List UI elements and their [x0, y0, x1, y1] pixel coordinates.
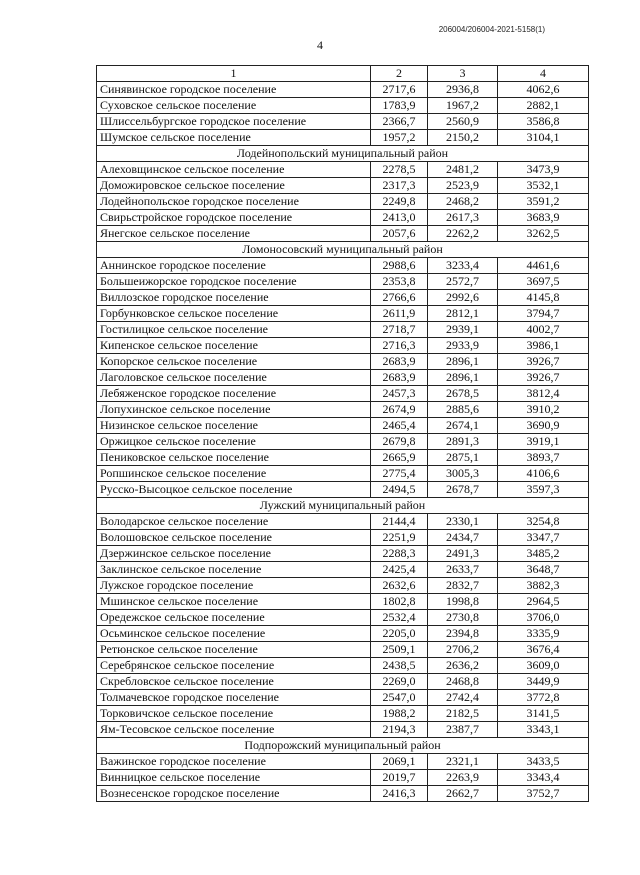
value-col-3: 2875,1	[428, 450, 498, 466]
value-col-4: 3335,9	[498, 626, 589, 642]
table-row	[97, 610, 589, 626]
table-row	[97, 594, 589, 610]
settlement-name: Володарское сельское поселение	[97, 514, 371, 530]
table-row	[97, 402, 589, 418]
value-col-2: 2144,4	[371, 514, 428, 530]
table-row	[97, 194, 589, 210]
section-title: Подпорожский муниципальный район	[97, 738, 589, 754]
value-col-3: 2617,3	[428, 210, 498, 226]
header-col-1: 1	[97, 66, 371, 82]
value-col-2: 2509,1	[371, 642, 428, 658]
table-row	[97, 162, 589, 178]
table-row	[97, 578, 589, 594]
settlement-name: Ям-Тесовское сельское поселение	[97, 722, 371, 738]
value-col-2: 2766,6	[371, 290, 428, 306]
table-row	[97, 770, 589, 786]
value-col-2: 2069,1	[371, 754, 428, 770]
value-col-3: 2387,7	[428, 722, 498, 738]
settlement-name: Доможировское сельское поселение	[97, 178, 371, 194]
value-col-4: 3893,7	[498, 450, 589, 466]
header-col-4: 4	[498, 66, 589, 82]
settlement-name: Аннинское городское поселение	[97, 258, 371, 274]
value-col-4: 3104,1	[498, 130, 589, 146]
value-col-2: 2632,6	[371, 578, 428, 594]
settlement-name: Янегское сельское поселение	[97, 226, 371, 242]
value-col-4: 3473,9	[498, 162, 589, 178]
value-col-3: 2933,9	[428, 338, 498, 354]
table-row	[97, 306, 589, 322]
table-row	[97, 178, 589, 194]
value-col-2: 2465,4	[371, 418, 428, 434]
table-row	[97, 722, 589, 738]
value-col-4: 3919,1	[498, 434, 589, 450]
value-col-2: 2205,0	[371, 626, 428, 642]
settlement-name: Волошовское сельское поселение	[97, 530, 371, 546]
settlement-name: Низинское сельское поселение	[97, 418, 371, 434]
table-row	[97, 690, 589, 706]
value-col-2: 2019,7	[371, 770, 428, 786]
section-row	[97, 242, 589, 258]
table-row	[97, 354, 589, 370]
value-col-3: 2885,6	[428, 402, 498, 418]
value-col-3: 2321,1	[428, 754, 498, 770]
value-col-3: 2481,2	[428, 162, 498, 178]
table-row	[97, 386, 589, 402]
value-col-2: 2278,5	[371, 162, 428, 178]
value-col-2: 2674,9	[371, 402, 428, 418]
settlement-name: Виллозское городское поселение	[97, 290, 371, 306]
value-col-4: 3343,4	[498, 770, 589, 786]
table-row	[97, 706, 589, 722]
settlement-name: Лопухинское сельское поселение	[97, 402, 371, 418]
value-col-2: 2425,4	[371, 562, 428, 578]
table-row	[97, 514, 589, 530]
value-col-2: 1957,2	[371, 130, 428, 146]
value-col-4: 3812,4	[498, 386, 589, 402]
settlement-name: Большеижорское городское поселение	[97, 274, 371, 290]
settlement-name: Винницкое сельское поселение	[97, 770, 371, 786]
value-col-3: 2662,7	[428, 786, 498, 802]
value-col-4: 3485,2	[498, 546, 589, 562]
value-col-3: 2678,7	[428, 482, 498, 498]
value-col-4: 4002,7	[498, 322, 589, 338]
value-col-3: 2523,9	[428, 178, 498, 194]
value-col-3: 2262,2	[428, 226, 498, 242]
value-col-2: 2249,8	[371, 194, 428, 210]
value-col-2: 2269,0	[371, 674, 428, 690]
value-col-3: 1998,8	[428, 594, 498, 610]
value-col-4: 3910,2	[498, 402, 589, 418]
value-col-3: 2730,8	[428, 610, 498, 626]
table-row	[97, 626, 589, 642]
table-row	[97, 322, 589, 338]
value-col-4: 3597,3	[498, 482, 589, 498]
settlement-name: Пениковское сельское поселение	[97, 450, 371, 466]
table-row	[97, 226, 589, 242]
settlement-name: Вознесенское городское поселение	[97, 786, 371, 802]
value-col-3: 3233,4	[428, 258, 498, 274]
value-col-2: 2366,7	[371, 114, 428, 130]
value-col-4: 3772,8	[498, 690, 589, 706]
value-col-2: 2438,5	[371, 658, 428, 674]
settlement-name: Оредежское сельское поселение	[97, 610, 371, 626]
table-row	[97, 546, 589, 562]
settlement-name: Мшинское сельское поселение	[97, 594, 371, 610]
value-col-3: 2939,1	[428, 322, 498, 338]
document-id: 206004/206004-2021-5158(1)	[438, 25, 545, 34]
table-row	[97, 418, 589, 434]
value-col-3: 2678,5	[428, 386, 498, 402]
table-row	[97, 466, 589, 482]
table-row	[97, 482, 589, 498]
value-col-3: 2891,3	[428, 434, 498, 450]
section-row	[97, 498, 589, 514]
value-col-3: 2468,2	[428, 194, 498, 210]
value-col-2: 2679,8	[371, 434, 428, 450]
settlement-name: Заклинское сельское поселение	[97, 562, 371, 578]
value-col-2: 2494,5	[371, 482, 428, 498]
data-table	[96, 65, 589, 802]
header-col-2: 2	[371, 66, 428, 82]
settlement-name: Русско-Высоцкое сельское поселение	[97, 482, 371, 498]
table-row	[97, 258, 589, 274]
value-col-2: 2547,0	[371, 690, 428, 706]
value-col-3: 2992,6	[428, 290, 498, 306]
settlement-name: Скребловское сельское поселение	[97, 674, 371, 690]
value-col-3: 1967,2	[428, 98, 498, 114]
value-col-3: 2896,1	[428, 370, 498, 386]
value-col-4: 3262,5	[498, 226, 589, 242]
value-col-2: 2413,0	[371, 210, 428, 226]
value-col-4: 3683,9	[498, 210, 589, 226]
table-row	[97, 130, 589, 146]
settlement-name: Важинское городское поселение	[97, 754, 371, 770]
value-col-4: 3591,2	[498, 194, 589, 210]
value-col-4: 3449,9	[498, 674, 589, 690]
value-col-4: 3586,8	[498, 114, 589, 130]
value-col-4: 3752,7	[498, 786, 589, 802]
table-row	[97, 674, 589, 690]
value-col-4: 3794,7	[498, 306, 589, 322]
value-col-2: 2457,3	[371, 386, 428, 402]
value-col-2: 1783,9	[371, 98, 428, 114]
value-col-3: 2330,1	[428, 514, 498, 530]
value-col-3: 2394,8	[428, 626, 498, 642]
value-col-3: 2572,7	[428, 274, 498, 290]
section-row	[97, 738, 589, 754]
value-col-3: 2491,3	[428, 546, 498, 562]
value-col-4: 3609,0	[498, 658, 589, 674]
table-row	[97, 114, 589, 130]
table-row	[97, 562, 589, 578]
value-col-2: 2717,6	[371, 82, 428, 98]
value-col-4: 3926,7	[498, 370, 589, 386]
value-col-2: 2251,9	[371, 530, 428, 546]
value-col-3: 2560,9	[428, 114, 498, 130]
value-col-3: 2674,1	[428, 418, 498, 434]
settlement-name: Ретюнское сельское поселение	[97, 642, 371, 658]
value-col-4: 3141,5	[498, 706, 589, 722]
value-col-2: 2353,8	[371, 274, 428, 290]
value-col-4: 3254,8	[498, 514, 589, 530]
table-row	[97, 274, 589, 290]
settlement-name: Лодейнопольское городское поселение	[97, 194, 371, 210]
value-col-2: 2988,6	[371, 258, 428, 274]
settlement-name: Горбунковское сельское поселение	[97, 306, 371, 322]
value-col-2: 2057,6	[371, 226, 428, 242]
settlement-name: Свирьстройское городское поселение	[97, 210, 371, 226]
settlement-name: Кипенское сельское поселение	[97, 338, 371, 354]
header-row	[97, 66, 589, 82]
table-row	[97, 450, 589, 466]
settlement-name: Копорское сельское поселение	[97, 354, 371, 370]
value-col-3: 2832,7	[428, 578, 498, 594]
table-row	[97, 786, 589, 802]
table-row	[97, 754, 589, 770]
value-col-3: 2434,7	[428, 530, 498, 546]
value-col-4: 3433,5	[498, 754, 589, 770]
settlement-name: Суховское сельское поселение	[97, 98, 371, 114]
settlement-name: Торковичское сельское поселение	[97, 706, 371, 722]
value-col-2: 2288,3	[371, 546, 428, 562]
section-row	[97, 146, 589, 162]
table-row	[97, 338, 589, 354]
table-row	[97, 642, 589, 658]
value-col-4: 3690,9	[498, 418, 589, 434]
value-col-4: 3882,3	[498, 578, 589, 594]
value-col-3: 2468,8	[428, 674, 498, 690]
settlement-name: Серебрянское сельское поселение	[97, 658, 371, 674]
value-col-2: 1988,2	[371, 706, 428, 722]
value-col-3: 2633,7	[428, 562, 498, 578]
value-col-2: 2611,9	[371, 306, 428, 322]
value-col-3: 2150,2	[428, 130, 498, 146]
value-col-4: 4106,6	[498, 466, 589, 482]
value-col-4: 4461,6	[498, 258, 589, 274]
value-col-3: 2742,4	[428, 690, 498, 706]
value-col-4: 3343,1	[498, 722, 589, 738]
value-col-2: 2532,4	[371, 610, 428, 626]
settlement-name: Осьминское сельское поселение	[97, 626, 371, 642]
value-col-3: 2896,1	[428, 354, 498, 370]
value-col-3: 2263,9	[428, 770, 498, 786]
value-col-2: 2416,3	[371, 786, 428, 802]
settlement-name: Толмачевское городское поселение	[97, 690, 371, 706]
settlement-name: Шлиссельбургское городское поселение	[97, 114, 371, 130]
value-col-4: 2964,5	[498, 594, 589, 610]
settlement-name: Оржицкое сельское поселение	[97, 434, 371, 450]
value-col-2: 1802,8	[371, 594, 428, 610]
table-row	[97, 290, 589, 306]
value-col-2: 2716,3	[371, 338, 428, 354]
value-col-2: 2718,7	[371, 322, 428, 338]
value-col-3: 2636,2	[428, 658, 498, 674]
table-row	[97, 658, 589, 674]
value-col-4: 2882,1	[498, 98, 589, 114]
table-row	[97, 370, 589, 386]
settlement-name: Лаголовское сельское поселение	[97, 370, 371, 386]
value-col-4: 3706,0	[498, 610, 589, 626]
section-title: Ломоносовский муниципальный район	[97, 242, 589, 258]
settlement-name: Дзержинское сельское поселение	[97, 546, 371, 562]
settlement-name: Лебяженское городское поселение	[97, 386, 371, 402]
value-col-3: 2936,8	[428, 82, 498, 98]
value-col-4: 3986,1	[498, 338, 589, 354]
settlement-name: Алеховщинское сельское поселение	[97, 162, 371, 178]
value-col-2: 2317,3	[371, 178, 428, 194]
table-body	[97, 82, 589, 802]
settlement-name: Гостилицкое сельское поселение	[97, 322, 371, 338]
value-col-4: 3347,7	[498, 530, 589, 546]
table-row	[97, 434, 589, 450]
settlement-name: Шумское сельское поселение	[97, 130, 371, 146]
value-col-3: 3005,3	[428, 466, 498, 482]
value-col-4: 3926,7	[498, 354, 589, 370]
value-col-2: 2683,9	[371, 354, 428, 370]
table-row	[97, 98, 589, 114]
value-col-4: 3676,4	[498, 642, 589, 658]
table-row	[97, 530, 589, 546]
settlement-name: Ропшинское сельское поселение	[97, 466, 371, 482]
value-col-4: 4145,8	[498, 290, 589, 306]
value-col-4: 4062,6	[498, 82, 589, 98]
value-col-2: 2775,4	[371, 466, 428, 482]
settlement-name: Синявинское городское поселение	[97, 82, 371, 98]
value-col-2: 2194,3	[371, 722, 428, 738]
table-row	[97, 210, 589, 226]
table-row	[97, 82, 589, 98]
value-col-2: 2665,9	[371, 450, 428, 466]
value-col-4: 3648,7	[498, 562, 589, 578]
section-title: Лодейнопольский муниципальный район	[97, 146, 589, 162]
value-col-2: 2683,9	[371, 370, 428, 386]
value-col-4: 3697,5	[498, 274, 589, 290]
settlement-name: Лужское городское поселение	[97, 578, 371, 594]
value-col-3: 2182,5	[428, 706, 498, 722]
value-col-3: 2812,1	[428, 306, 498, 322]
section-title: Лужский муниципальный район	[97, 498, 589, 514]
value-col-3: 2706,2	[428, 642, 498, 658]
value-col-4: 3532,1	[498, 178, 589, 194]
header-col-3: 3	[428, 66, 498, 82]
page-number: 4	[317, 38, 323, 52]
